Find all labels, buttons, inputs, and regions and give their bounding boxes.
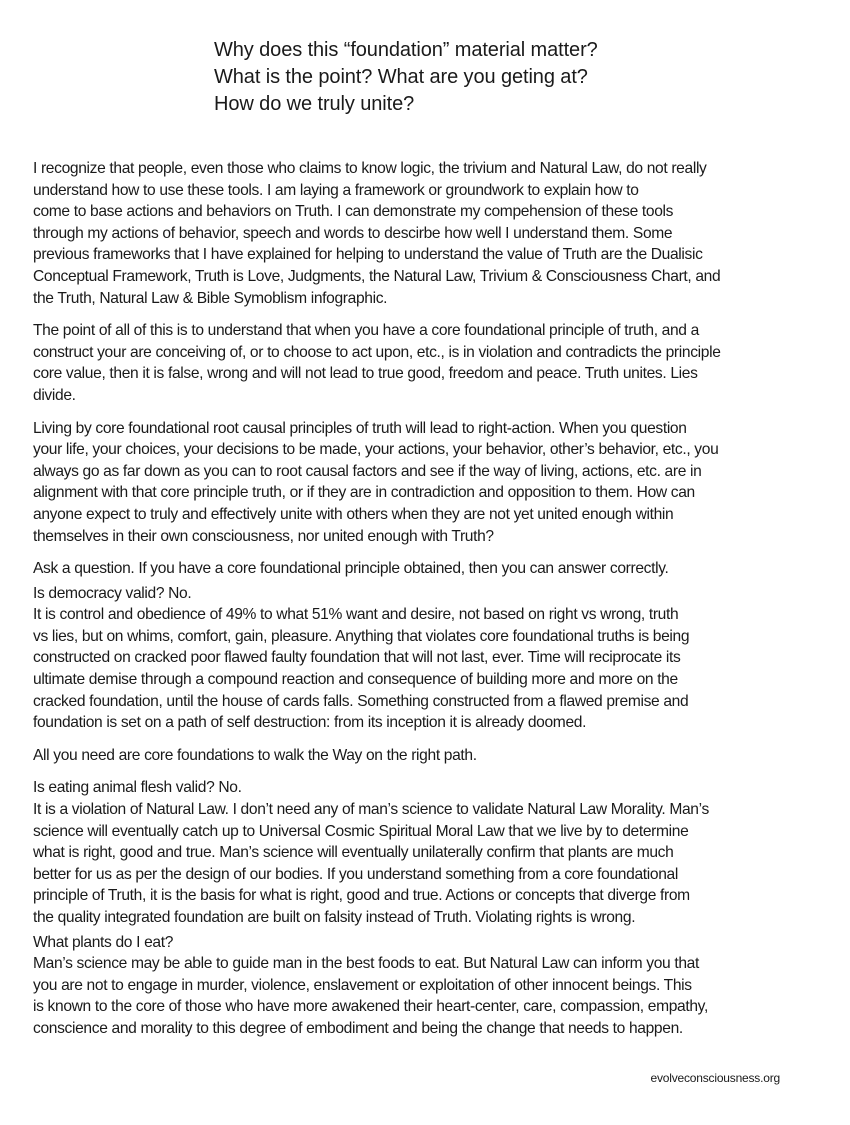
question-line: Is democracy valid? No. <box>33 584 192 602</box>
text-line: is known to the core of those who have more awakened their heart-center, care, compassion, empathy, <box>33 998 708 1016</box>
text-line: Living by core foundational root causal principles of truth will lead to right-action. When you question <box>33 419 687 437</box>
text-line: what is right, good and true. Man’s science will eventually unilaterally confirm that plants are much <box>33 844 674 862</box>
title-line: What is the point? What are you geting at? <box>214 66 588 88</box>
paragraph-animal-flesh <box>33 777 833 928</box>
text-line: themselves in their own consciousness, nor united enough with Truth? <box>33 527 494 545</box>
paragraph-living <box>33 418 833 548</box>
paragraph-ask <box>33 558 833 580</box>
text-line: science will eventually catch up to Universal Cosmic Spiritual Moral Law that we live by to determine <box>33 822 689 840</box>
text-line: alignment with that core principle truth, or if they are in contradiction and opposition to them. How can <box>33 484 695 502</box>
text-line: the quality integrated foundation are built on falsity instead of Truth. Violating rights is wrong. <box>33 909 636 926</box>
text-line: I recognize that people, even those who claims to know logic, the trivium and Natural Law, do not really <box>33 160 707 177</box>
text-line: come to base actions and behaviors on Truth. I can demonstrate my compehension of these tools <box>33 203 674 221</box>
text-line: It is control and obedience of 49% to what 51% want and desire, not based on right vs wrong, truth <box>33 606 679 624</box>
text-line: principle of Truth, it is the basis for what is right, good and true. Actions or concepts that diverge from <box>33 887 690 905</box>
text-line: All you need are core foundations to walk the Way on the right path. <box>33 746 477 764</box>
text-line: through my actions of behavior, speech and words to descirbe how well I understand them. Some <box>33 224 673 242</box>
text-line: divide. <box>33 386 76 404</box>
text-line: Ask a question. If you have a core foundational principle obtained, then you can answer correctly. <box>33 560 669 578</box>
paragraph-foundations <box>33 745 833 767</box>
text-line: constructed on cracked poor flawed faulty foundation that will not last, ever. Time will reciprocate its <box>33 649 681 667</box>
text-line: construct your are conceiving of, or to choose to act upon, etc., is in violation and contradicts the principle <box>33 343 721 361</box>
title-line: How do we truly unite? <box>214 93 415 115</box>
text-line: It is a violation of Natural Law. I don’t need any of man’s science to validate Natural Law Morality. Man’s <box>33 801 709 819</box>
text-line: cracked foundation, until the house of cards falls. Something constructed from a flawed premise and <box>33 692 689 710</box>
question-line: Is eating animal flesh valid? No. <box>33 779 242 797</box>
text-line: Man’s science may be able to guide man in the best foods to eat. But Natural Law can inform you that <box>33 955 699 973</box>
text-line: ultimate demise through a compound reaction and consequence of building more and more on the <box>33 671 678 689</box>
page-title <box>214 37 598 118</box>
paragraph-intro <box>33 158 833 309</box>
text-line: Conceptual Framework, Truth is Love, Judgments, the Natural Law, Trivium & Consciousness Chart, and <box>33 267 721 285</box>
text-line: vs lies, but on whims, comfort, gain, pleasure. Anything that violates core foundational truths is being <box>33 627 690 645</box>
text-line: foundation is set on a path of self destruction: from its inception it is already doomed. <box>33 714 587 732</box>
text-line: better for us as per the design of our bodies. If you understand something from a core foundational <box>33 865 678 883</box>
text-line: previous frameworks that I have explained for helping to understand the value of Truth are the Dualisic <box>33 246 703 264</box>
document-body <box>33 158 833 1051</box>
paragraph-point <box>33 320 833 406</box>
paragraph-democracy <box>33 583 833 734</box>
paragraph-plants <box>33 932 833 1040</box>
text-line: The point of all of this is to understand that when you have a core foundational principle of truth, and a <box>33 322 699 340</box>
text-line: understand how to use these tools. I am laying a framework or groundwork to explain how to <box>33 181 639 199</box>
text-line: the Truth, Natural Law & Bible Symoblism infographic. <box>33 289 388 307</box>
text-line: always go as far down as you can to root causal factors and see if the way of living, actions, etc. are in <box>33 462 702 480</box>
footer-website: evolveconsciousness.org <box>650 1071 780 1085</box>
title-line: Why does this “foundation” material matter? <box>214 39 598 61</box>
text-line: your life, your choices, your decisions to be made, your actions, your behavior, other’s behavior, etc., you <box>33 441 719 459</box>
text-line: core value, then it is false, wrong and will not lead to true good, freedom and peace. Truth unites. Lies <box>33 365 698 383</box>
text-line: conscience and morality to this degree of embodiment and being the change that needs to happen. <box>33 1019 683 1037</box>
question-line: What plants do I eat? <box>33 933 174 951</box>
text-line: anyone expect to truly and effectively unite with others when they are not yet united enough within <box>33 505 674 523</box>
text-line: you are not to engage in murder, violence, enslavement or exploitation of other innocent beings. This <box>33 976 692 994</box>
